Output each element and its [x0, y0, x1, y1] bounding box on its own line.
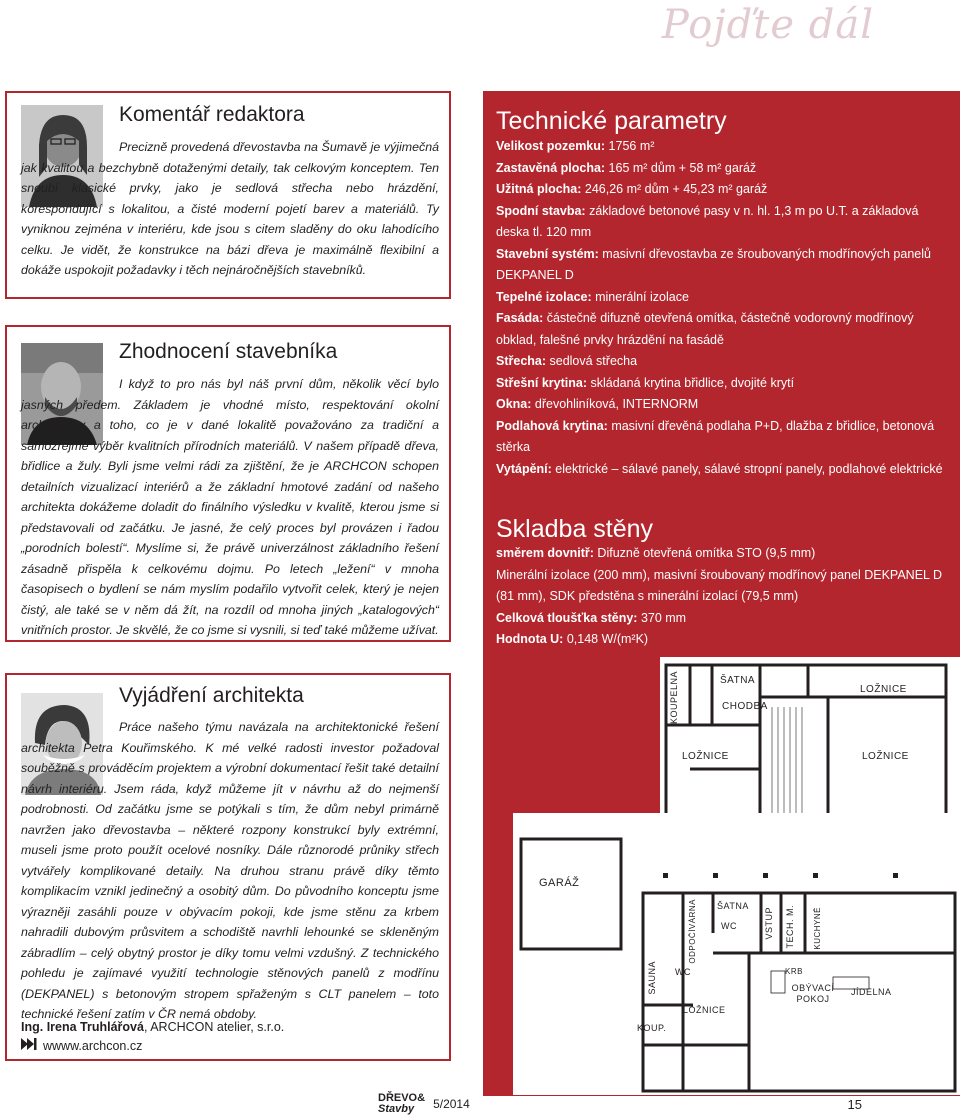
room-label: VSTUP — [764, 907, 774, 940]
room-label: KUCHYNĚ — [813, 907, 822, 950]
room-label: LOŽNICE — [860, 684, 907, 695]
wall-u-value: 0,148 W/(m²K) — [563, 632, 649, 646]
param-value: 1756 m² — [605, 139, 655, 153]
architect-statement-title: Vyjádření architekta — [119, 684, 304, 707]
wall-layer-outer: Difuzně otevřená omítka STO (9,5 mm) — [593, 546, 816, 560]
param-value: 246,26 m² dům + 45,23 m² garáž — [581, 182, 768, 196]
room-label: TECH. M. — [785, 905, 795, 949]
param-value: minerální izolace — [591, 289, 689, 304]
param-value: masivní dřevěná podlaha P+D, dlažba z břidlice, betonová stěrka — [496, 418, 935, 454]
param-label: Fasáda: — [496, 311, 544, 325]
room-label: ODPOČÍVÁRNA — [688, 899, 697, 964]
param-row — [496, 136, 948, 158]
issue-number: 5/2014 — [433, 1097, 470, 1111]
param-value: částečně difuzně otevřená omítka, částečně vodorovný modřínový obklad, falešné prvky hrázdění na fasádě — [496, 311, 914, 347]
param-row — [496, 394, 948, 416]
editor-comment-text: Precizně provedená dřevostavba na Šumavě je výjimečná jak kvalitou a bezchybně dotaženými detaily, tak celkovým konceptem. Ten snoubí klasické prvky, jako je sedlová střecha nebo hrázdění, korespondující s lokalitou, a čisté moderní pojetí barev a materiálů. Ty vyniknou zejména v interiéru, kde jsou s citem sladěny do oku lahodícího celku. Je vidět, že konstrukce na bázi dřeva je maximálně flexibilní a dokáže uspokojit požadavky i těch nejnáročnějších stavebníků. — [21, 140, 439, 277]
param-label: Tepelné izolace: — [496, 289, 592, 304]
architect-signature — [21, 1018, 284, 1056]
param-label: Střešní krytina: — [496, 375, 588, 390]
param-row — [496, 179, 948, 201]
wall-thickness-value: 370 mm — [637, 610, 687, 625]
param-value: elektrické – sálavé panely, sálavé stropní panely, podlahové elektrické — [551, 461, 943, 476]
room-label: LOŽNICE — [862, 751, 909, 762]
param-row — [496, 201, 948, 244]
builder-evaluation-text: I když to pro nás byl náš první dům, několik věcí bylo jasných předem. Základem je vhodné místo, respektování okolní architektury a toho, co je v dané lokalitě považováno za tradiční a samozřejmě výběr kvalitních přírodních materiálů. V našem případě dřeva, břidlice a žuly. Byli jsme velmi rádi za zjištění, že je ARCHCON schopen detailních vizualizací interiérů a že základní hmotové zadání od našeho architekta dokážeme doladit do finálního výsledku v kvalitě, kterou jsme si představovali od začátku. Je jasné, že celý proces byl provázen i řadou „porodních bolestí“. Myslíme si, že právě univerzálnost základního řešení zásadně přispěla k celkovému dojmu. Po letech „ležení“ v mnoha časopisech o bydlení se nám myslím podařilo vytvořit celek, který je nejen čistý, ale také se v něm dá žít, na rozdíl od mnoha jiných „katalogových“ vnitřních prostor. Je skvělé, že co jsme si vysnili, si teď také můžeme užívat. — [21, 377, 439, 637]
architect-name: Ing. Irena Truhlářová — [21, 1020, 144, 1034]
builder-evaluation-title: Zhodnocení stavebníka — [119, 340, 338, 363]
room-label: KOUPELNA — [669, 671, 679, 725]
room-label: CHODBA — [722, 701, 768, 712]
room-label: JÍDELNA — [851, 987, 892, 997]
magazine-logo — [378, 1093, 425, 1115]
tech-params-title: Technické parametry — [496, 107, 727, 135]
param-row — [496, 158, 948, 180]
param-label: Podlahová krytina: — [496, 418, 608, 433]
wall-u-label: Hodnota U: — [496, 632, 564, 646]
param-value: 165 m² dům + 58 m² garáž — [605, 160, 757, 175]
room-label: ŠATNA — [717, 901, 749, 911]
param-value: základové betonové pasy v n. hl. 1,3 m po U.T. a základová deska tl. 120 mm — [496, 203, 919, 239]
logo-top-text: DŘEVO& — [378, 1092, 426, 1104]
ground-floor-plan — [513, 813, 960, 1095]
param-row — [496, 459, 948, 481]
architect-website-link[interactable]: wwww.archcon.cz — [43, 1039, 143, 1053]
param-row — [496, 416, 948, 459]
room-label: GARÁŽ — [539, 877, 580, 889]
room-label: WC — [675, 967, 691, 977]
param-label: Zastavěná plocha: — [496, 160, 606, 175]
param-row — [496, 373, 948, 395]
builder-evaluation-box — [5, 325, 451, 642]
room-label: SAUNA — [647, 961, 657, 995]
technical-panel — [483, 91, 960, 1096]
param-label: Užitná plocha: — [496, 182, 582, 196]
link-arrow-icon — [21, 1037, 37, 1056]
param-label: Spodní stavba: — [496, 203, 586, 218]
wall-composition — [496, 543, 948, 651]
page-footer — [378, 1093, 470, 1115]
magazine-section-brand: Pojďte dál — [661, 2, 874, 48]
param-value: sedlová střecha — [546, 354, 638, 368]
param-row — [496, 244, 948, 287]
param-label: Okna: — [496, 397, 532, 411]
room-label: KRB — [785, 967, 803, 976]
page-number: 15 — [847, 1097, 862, 1112]
room-label: WC — [721, 921, 737, 931]
room-label: OBÝVACÍ POKOJ — [791, 983, 835, 1004]
param-row — [496, 287, 948, 309]
architect-statement-text: Práce našeho týmu navázala na architektonické řešení architekta Petra Kouřimského. K mé velké radosti investor požadoval souběžně s prováděcím projektem a výrobní dokumentací řešit také detailní návrh interiéru. Jsem ráda, když můžeme jít v návrhu až do nejmenší podrobnosti. Od začátku jsme se potýkali s tím, že dům nebyl primárně navržen jako dřevostavba – některé rozpony konstrukcí byly extrémní, museli jsme proto použít ocelové nosníky. Dále různorodé průniky střech vytvářely komplikované detaily. Na druhou stranu právě díky těmto komplikacím vznikl jedinečný a osobitý dům. Do původního konceptu jsme výrazněji zasáhli pouze v obývacím pokoji, kde jsme stěnu za krbem nahradili dubovým průsvitem a schodiště navrhli lehounké se skleněným zábradlím – celý obytný prostor je díky tomu velmi vzdušný. Z technického pohledu je zajímavé využití technologie stěnových panelů z modřínu (DEKPANEL) s betonovým stropem spřaženým s CLT panelem – toto technické řešení zatím v ČR nemá obdoby. — [21, 720, 439, 1021]
param-row — [496, 308, 948, 351]
param-value: dřevohliníková, INTERNORM — [531, 397, 699, 411]
room-label: LOŽNICE — [683, 1005, 726, 1015]
wall-thickness-label: Celková tloušťka stěny: — [496, 610, 638, 625]
logo-bottom-text: Stavby — [378, 1103, 415, 1115]
room-label: ŠATNA — [720, 675, 756, 686]
room-label: KOUP. — [637, 1023, 667, 1033]
upper-floor-plan — [660, 657, 960, 827]
wall-composition-title: Skladba stěny — [496, 515, 654, 543]
architect-company: , ARCHCON atelier, s.r.o. — [143, 1020, 285, 1034]
tech-params-list — [496, 136, 948, 480]
editor-comment-title: Komentář redaktora — [119, 103, 305, 126]
wall-direction-label: směrem dovnitř: — [496, 546, 594, 560]
room-label: LOŽNICE — [682, 751, 729, 762]
editor-comment-box — [5, 91, 451, 299]
param-label: Střecha: — [496, 354, 547, 368]
param-label: Vytápění: — [496, 461, 552, 476]
architect-statement-box — [5, 673, 451, 1061]
param-value: masivní dřevostavba ze šroubovaných modřínových panelů DEKPANEL D — [496, 246, 931, 282]
param-label: Velikost pozemku: — [496, 139, 606, 153]
param-value: skládaná krytina břidlice, dvojité krytí — [587, 375, 795, 390]
param-label: Stavební systém: — [496, 246, 599, 261]
param-row — [496, 351, 948, 373]
wall-layers: Minerální izolace (200 mm), masivní šroubovaný modřínový panel DEKPANEL D (81 mm), SDK předstěna s minerální izolací (79,5 mm) — [496, 567, 943, 603]
